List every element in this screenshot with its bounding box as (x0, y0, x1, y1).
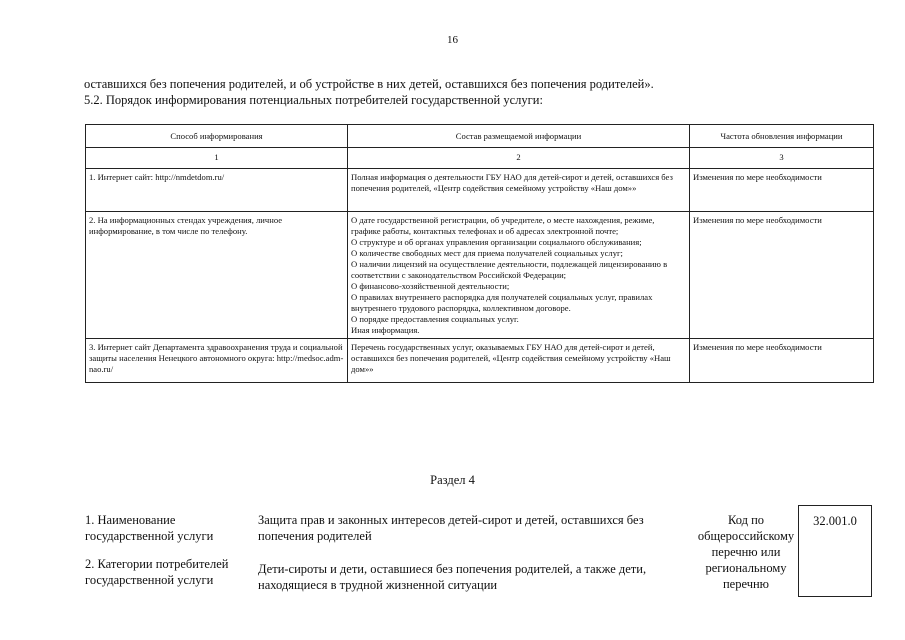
row-content (348, 212, 690, 339)
table-row (86, 169, 874, 212)
table-number-row (86, 148, 874, 169)
content-line: О количестве свободных мест для приема получателей социальных услуг; (351, 248, 623, 258)
information-table (85, 124, 874, 383)
table-header-row (86, 125, 874, 148)
row-method: 1. Интернет сайт: http://nmdetdom.ru/ (86, 169, 348, 212)
service-name-label: 1. Наименование государственной услуги (85, 513, 214, 543)
header-frequency: Частота обновления информации (690, 125, 874, 148)
content-line: О финансово-хозяйственной деятельности; (351, 281, 510, 291)
section-title: Раздел 4 (430, 473, 475, 487)
content-line: О структуре и об органах управления организации социального обслуживания; (351, 237, 642, 247)
content-line: Иная информация. (351, 325, 420, 335)
content-line: Перечень государственных услуг, оказываемых ГБУ НАО для детей-сирот и детей, оставшихся без попечения родителей, «Центр содействия семейному устройству «Наш дом»» (351, 342, 671, 374)
column-number-2: 2 (348, 148, 690, 169)
row-frequency: Изменения по мере необходимости (690, 339, 874, 383)
table-row (86, 212, 874, 339)
header-content: Состав размещаемой информации (348, 125, 690, 148)
row-content (348, 169, 690, 212)
column-number-1: 1 (86, 148, 348, 169)
row-frequency: Изменения по мере необходимости (690, 169, 874, 212)
content-line: О порядке предоставления социальных услуг. (351, 314, 519, 324)
page-number: 16 (447, 34, 458, 46)
row-method: 2. На информационных стендах учреждения, личное информирование, в том числе по телефону. (86, 212, 348, 339)
consumer-category-label: 2. Категории потребителей государственной услуги (85, 557, 229, 587)
row-content (348, 339, 690, 383)
intro-text (84, 76, 884, 108)
content-line: О правилах внутреннего распорядка для получателей социальных услуг, правилах внутреннего трудового распорядка, коллективном договоре. (351, 292, 653, 313)
consumer-category-value: Дети-сироты и дети, оставшиеся без попечения родителей, а также дети, находящиеся в трудной жизненной ситуации (258, 562, 647, 592)
content-line: О дате государственной регистрации, об учредителе, о месте нахождения, режиме, графике работы, контактных телефонах и об адресах электронной почте; (351, 215, 655, 236)
content-line: О наличии лицензий на осуществление деятельности, подлежащей лицензированию в соответствии с законодательством Российской Федерации; (351, 259, 668, 280)
header-method: Способ информирования (86, 125, 348, 148)
row-method: 3. Интернет сайт Департамента здравоохранения труда и социальной защиты населения Ненецкого автономного округа: http://medsoc.adm-nao.ru/ (86, 339, 348, 383)
row-frequency: Изменения по мере необходимости (690, 212, 874, 339)
registry-code-value: 32.001.0 (813, 514, 857, 528)
registry-code-box (798, 505, 872, 597)
column-number-3: 3 (690, 148, 874, 169)
intro-line-1: оставшихся без попечения родителей, и об устройстве в них детей, оставшихся без попечения родителей». (84, 77, 654, 91)
registry-code-label: Код по общероссийскому перечню или региональному перечню (697, 513, 795, 591)
table-row (86, 339, 874, 383)
content-line: Полная информация о деятельности ГБУ НАО для детей-сирот и детей, оставшихся без попечения родителей, «Центр содействия семейному устройству «Наш дом»» (351, 172, 673, 193)
service-name-value: Защита прав и законных интересов детей-сирот и детей, оставшихся без попечения родителей (258, 513, 644, 543)
intro-line-2: 5.2. Порядок информирования потенциальных потребителей государственной услуги: (84, 93, 543, 107)
